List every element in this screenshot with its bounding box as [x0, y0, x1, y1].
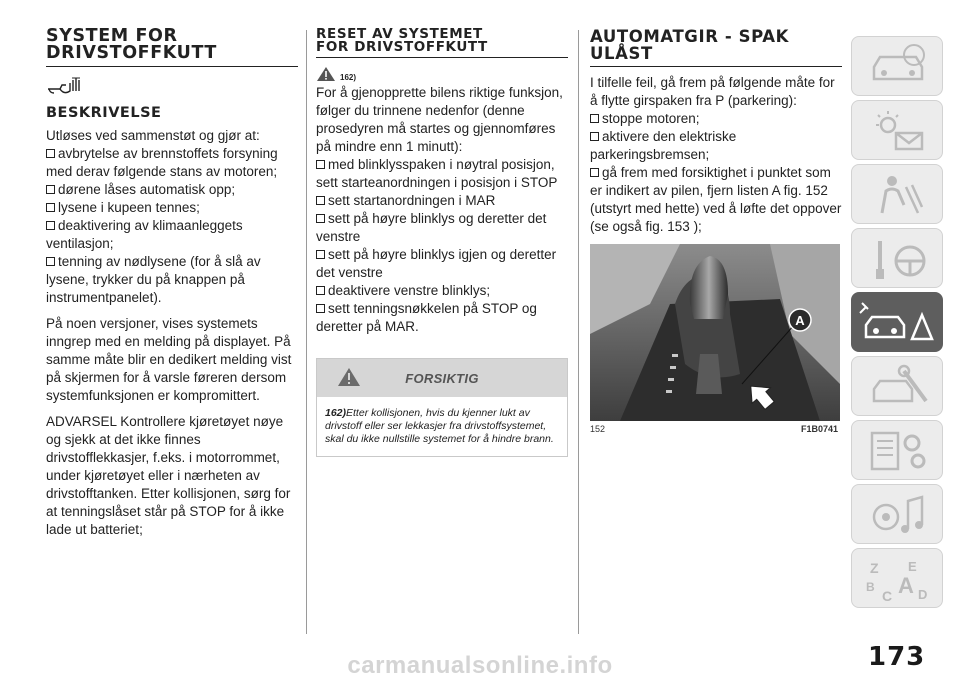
callout-letter-a: A	[795, 313, 805, 328]
index-letter: C	[882, 588, 893, 604]
index-letter: D	[918, 587, 928, 602]
page-number: 173	[868, 642, 926, 672]
subheading-description: BESKRIVELSE	[46, 105, 162, 121]
figure-caption	[590, 424, 840, 434]
list-item: dørene låses automatisk opp;	[46, 181, 298, 199]
heading-line-1: RESET AV SYSTEMET	[316, 26, 483, 42]
column-crash-fuel-cutoff	[46, 28, 298, 539]
heading-line-1: SYSTEM FOR	[46, 26, 178, 46]
list-item: avbrytelse av brennstoffets forsyning med derav følgende stans av motoren;	[46, 146, 278, 179]
paragraph-warning: ADVARSEL Kontrollere kjøretøyet nøye og sjekk at det ikke finnes drivstofflekkasjer, f.eks. i motorrommet, under kjøretøyet eller i nærheten av drivstofftanken. Etter kollisjonen, sørg for at tenningslåset står på STOP for å ikke lade ut batteriet;	[46, 414, 291, 537]
checkbox-bullet-icon	[316, 160, 325, 169]
heading-line-1: AUTOMATGIR - SPAK	[590, 27, 790, 46]
key-steering-wheel-icon	[852, 229, 944, 289]
intro-text: Utløses ved sammenstøt og gjør at:	[46, 128, 260, 143]
sidebar-tab-maintenance[interactable]	[851, 356, 943, 416]
checkbox-bullet-icon	[46, 149, 55, 158]
sidebar-tab-technical-data[interactable]	[851, 420, 943, 480]
caution-header	[317, 359, 567, 397]
checkbox-bullet-icon	[316, 214, 325, 223]
technical-specs-icon	[852, 421, 944, 481]
sidebar-tab-starting-driving[interactable]	[851, 228, 943, 288]
sidebar-tab-car-dashboard[interactable]	[851, 36, 943, 96]
section-heading	[46, 28, 298, 67]
list-item: gå frem med forsiktighet i punktet som er indikert av pilen, fjern listen A fig. 152 (utstyrt med hette) ved å løfte det oppover (se også fig. 153 );	[590, 165, 842, 234]
heading-line-2: ULÅST	[590, 44, 653, 63]
figure-code: F1B0741	[800, 424, 838, 434]
column-divider	[306, 30, 307, 634]
section-heading	[316, 28, 568, 58]
checkbox-bullet-icon	[590, 168, 599, 177]
intro-text: For å gjenopprette bilens riktige funksjon, følger du trinnene nedenfor (denne prosedyren må startes og gjennomføres på mindre enn 1 minutt):	[316, 85, 563, 154]
column-gear-lever-release	[590, 28, 842, 236]
index-letter: B	[866, 580, 875, 594]
intro-text: I tilfelle feil, gå frem på følgende måte for å flytte girspaken fra P (parkering):	[590, 75, 835, 108]
maintenance-wrench-icon	[852, 357, 944, 417]
list-item: deaktivere venstre blinklys;	[316, 282, 568, 300]
caution-label: FORSIKTIG	[405, 371, 479, 386]
paragraph-display-message: På noen versjoner, vises systemets inngrep med en melding på displayet. På samme måte blir en dedikert melding vist på skjermen for å varsle føreren dersom systemfunksjonen er kompromittert.	[46, 316, 292, 403]
caution-box	[316, 358, 568, 457]
list-item: stoppe motoren;	[590, 110, 842, 128]
index-letter: A	[898, 573, 914, 598]
checkbox-bullet-icon	[46, 203, 55, 212]
warning-light-icon	[852, 101, 944, 161]
column-divider	[578, 30, 579, 634]
sidebar-tab-emergency[interactable]	[851, 292, 943, 352]
list-item: sett tenningsnøkkelen på STOP og deretter på MAR.	[316, 301, 537, 334]
list-item: sett startanordningen i MAR	[316, 192, 568, 210]
checkbox-bullet-icon	[316, 286, 325, 295]
list-item: deaktivering av klimaanleggets ventilasjon;	[46, 218, 243, 251]
gear-lever-photo	[590, 244, 840, 421]
warning-triangle-icon	[316, 66, 336, 82]
checkbox-bullet-icon	[590, 114, 599, 123]
list-item: med blinklysspaken i nøytral posisjon, sett starteanordningen i posisjon i STOP	[316, 157, 558, 190]
checkbox-bullet-icon	[46, 221, 55, 230]
checkbox-bullet-icon	[316, 250, 325, 259]
hand-touch-icon	[46, 75, 298, 97]
watermark: carmanualsonline.info	[347, 652, 613, 678]
checkbox-bullet-icon	[46, 185, 55, 194]
figure-number: 152	[590, 424, 606, 434]
sidebar-tab-warning-lights[interactable]	[851, 100, 943, 160]
sidebar-tab-index[interactable]	[851, 548, 943, 608]
column-reset-system	[316, 28, 568, 457]
emergency-breakdown-icon	[852, 293, 944, 353]
index-alphabet-icon	[852, 549, 944, 609]
warning-ref-number: 162)	[340, 73, 357, 82]
checkbox-bullet-icon	[590, 132, 599, 141]
section-heading	[590, 28, 842, 67]
warning-reference	[316, 64, 568, 82]
checkbox-bullet-icon	[46, 257, 55, 266]
list-item: aktivere den elektriske parkeringsbremsen;	[590, 129, 737, 162]
list-item: sett på høyre blinklys igjen og deretter det venstre	[316, 247, 557, 280]
airbag-safety-icon	[852, 165, 944, 225]
list-item: sett på høyre blinklys og deretter det venstre	[316, 211, 547, 244]
caution-number: 162)	[325, 407, 347, 419]
car-dashboard-icon	[852, 37, 944, 97]
heading-line-2: FOR DRIVSTOFFKUTT	[316, 39, 488, 55]
caution-body-text: Etter kollisjonen, hvis du kjenner lukt av drivstoff eller ser lekkasjer fra drivstoffsystemet, skal du ikke nullstille systemet for å hindre brann.	[325, 407, 554, 445]
sidebar-tab-safety[interactable]	[851, 164, 943, 224]
list-item: tenning av nødlysene (for å slå av lysene, trykker du på knappen på instrumentpanelet).	[46, 254, 261, 305]
caution-text	[317, 397, 567, 456]
list-item: lysene i kupeen tennes;	[46, 199, 298, 217]
checkbox-bullet-icon	[316, 304, 325, 313]
heading-line-2: DRIVSTOFFKUTT	[46, 43, 217, 63]
sidebar-tab-multimedia[interactable]	[851, 484, 943, 544]
multimedia-icon	[852, 485, 944, 545]
checkbox-bullet-icon	[316, 196, 325, 205]
index-letter: E	[908, 559, 917, 574]
index-letter: Z	[870, 560, 879, 576]
